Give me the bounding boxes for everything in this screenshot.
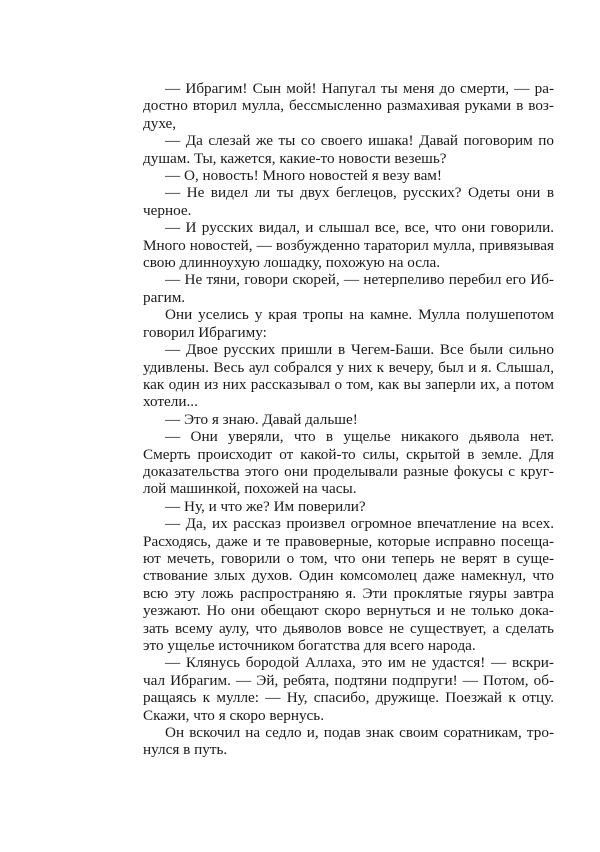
text-line: хотели... — [143, 393, 198, 411]
text-line: — Ибрагим! Сын мой! Напугал ты меня до смерти, — ра- — [165, 80, 554, 97]
text-line: — Клянусь бородой Аллаха, это им не удастся! — вскри- — [165, 654, 554, 672]
paragraph — [143, 411, 554, 428]
text-line: духе, — [143, 114, 177, 132]
text-line: рагим. — [143, 288, 186, 306]
text-line: — И русских видал, и слышал все, все, что они говорили. — [165, 219, 554, 237]
text-line: — Не видел ли ты двух беглецов, русских? Одеты они в — [165, 184, 554, 202]
paragraph — [143, 219, 554, 271]
text-line: ют мечеть, говорили о том, что они теперь не верят в суще- — [143, 549, 554, 567]
text-line: Расходясь, даже и те правоверные, которые исправно посеща- — [143, 532, 554, 550]
text-line: лой машинкой, похожей на часы. — [143, 480, 357, 498]
text-line: — Да, их рассказ произвел огромное впечатление на всех. — [165, 515, 554, 533]
text-line: Скажи, что я скоро вернусь. — [143, 706, 325, 724]
text-line: Он вскочил на седло и, подав знак своим соратникам, тро- — [165, 724, 554, 742]
paragraph — [143, 341, 554, 411]
text-line: черное. — [143, 201, 192, 219]
text-line: Они уселись у края тропы на камне. Мулла полушепотом — [165, 306, 554, 324]
paragraph — [143, 515, 554, 654]
paragraph — [143, 80, 554, 132]
text-line: — Не тяни, говори скорей, — нетерпеливо перебил его Иб- — [165, 271, 554, 289]
text-line: — Это я знаю. Давай дальше! — [165, 410, 358, 428]
text-line: ращаясь к мулле: — Ну, спасибо, дружище. Поезжай к отцу. — [143, 689, 554, 707]
text-line: зать всему аулу, что дьяволов вовсе не существует, а сделать — [143, 619, 554, 637]
text-line: как один из них рассказывал о том, как вы заперли их, а потом — [143, 375, 554, 393]
text-line: — Двое русских пришли в Чегем-Баши. Все были сильно — [165, 341, 554, 359]
paragraph — [143, 654, 554, 724]
text-line: — Да слезай же ты со своего ишака! Давай поговорим по — [165, 132, 554, 150]
text-line: Смерть происходит от какой-то силы, скрытой в земле. Для — [143, 445, 554, 463]
text-line: достно вторил мулла, бессмысленно размахивая руками в воз- — [143, 97, 554, 115]
text-line: Много новостей, — возбужденно тараторил мулла, привязывая — [143, 236, 554, 254]
text-line: удивлены. Весь аул собрался у них к вечеру, был и я. Слышал, — [143, 358, 554, 376]
paragraph — [143, 428, 554, 498]
paragraph — [143, 306, 554, 341]
text-line: говорил Ибрагиму: — [143, 323, 267, 341]
text-line: нулся в путь. — [143, 741, 228, 759]
text-line: — Ну, и что же? Им поверили? — [165, 497, 366, 515]
paragraph — [143, 271, 554, 306]
paragraph — [143, 184, 554, 219]
text-line: всю эту ложь распространяю я. Эти проклятые гяуры завтра — [143, 584, 554, 602]
text-line: уезжают. Но они обещают скоро вернуться и не только дока- — [143, 602, 554, 620]
paragraph — [143, 498, 554, 515]
page-body-text — [143, 80, 554, 759]
text-line: свою длинноухую лошадку, похожую на осла. — [143, 254, 441, 272]
text-line: это ущелье источником богатства для всего народа. — [143, 637, 476, 654]
paragraph — [143, 132, 554, 167]
paragraph — [143, 724, 554, 759]
text-line: — О, новость! Много новостей я везу вам! — [165, 167, 442, 185]
text-line: доказательства этого они проделывали разные фокусы с круг- — [143, 462, 554, 480]
text-line: ствование злых духов. Один комсомолец даже намекнул, что — [143, 567, 554, 585]
text-line: чал Ибрагим. — Эй, ребята, подтяни подпруги! — Потом, об- — [143, 671, 554, 689]
text-line: душам. Ты, кажется, какие-то новости везешь? — [143, 149, 447, 167]
text-line: — Они уверяли, что в ущелье никакого дьявола нет. — [165, 428, 554, 446]
paragraph — [143, 167, 554, 184]
